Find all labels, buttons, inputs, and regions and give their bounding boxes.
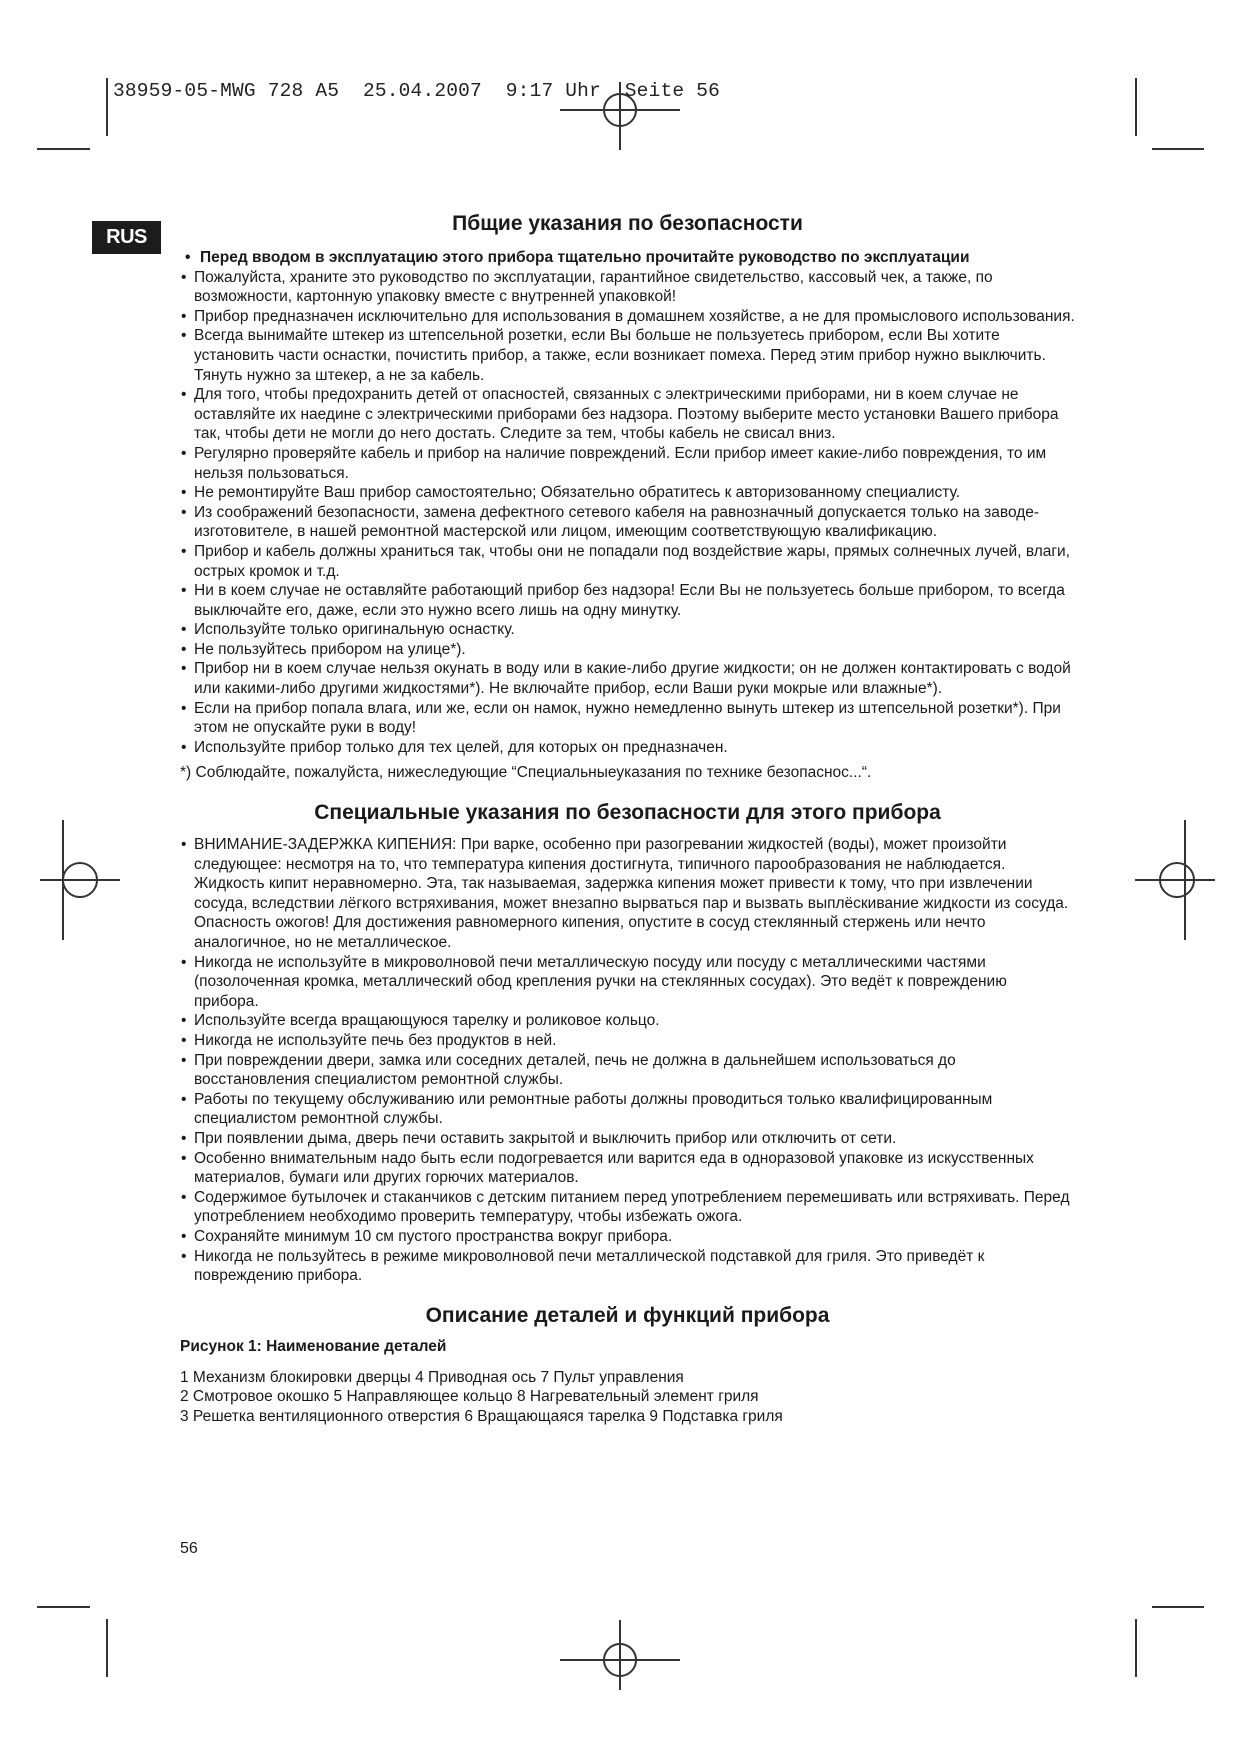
section-title-general-safety: Пбщие указания по безопасности	[452, 212, 803, 235]
parts-line-1: 1 Механизм блокировки дверцы 4 Приводная ось 7 Пульт управления	[180, 1368, 684, 1386]
special-safety-list	[180, 835, 1075, 1286]
registration-mark-bottom-icon	[560, 1620, 680, 1700]
footnote: *) Соблюдайте, пожалуйста, нижеследующие “Специальныеуказания по технике безопаснос...“.	[180, 764, 872, 782]
crop-mark-top-left-horizontal	[37, 148, 90, 150]
parts-line-3: 3 Решетка вентиляционного отверстия 6 Вращающаяся тарелка 9 Подставка гриля	[180, 1407, 783, 1425]
list-item: • Особенно внимательным надо быть если подогревается или варится еда в одноразовой упаковке из искусственных материалов, бумаги или других горючих материалов.	[180, 1149, 1075, 1188]
crop-mark-bottom-left-vertical	[106, 1619, 108, 1677]
list-item: • Не ремонтируйте Ваш прибор самостоятельно; Обязательно обратитесь к авторизованному специалисту.	[180, 483, 1075, 503]
general-safety-list	[180, 248, 1075, 757]
section-title-special-safety: Специальные указания по безопасности для этого прибора	[314, 801, 941, 825]
section-title-parts-description: Описание деталей и функций прибора	[425, 1303, 830, 1327]
page-number: 56	[180, 1540, 198, 1557]
list-item: • Используйте только оригинальную оснастку.	[180, 620, 1075, 640]
list-item: • Работы по текущему обслуживанию или ремонтные работы должны проводиться только квалифицированным специалистом ремонтной службы.	[180, 1090, 1075, 1129]
list-item: • Если на прибор попала влага, или же, если он намок, нужно немедленно вынуть штекер из штепсельной розетки*). При этом не опускайте руки в воду!	[180, 699, 1075, 738]
list-item: • Ни в коем случае не оставляйте работающий прибор без надзора! Если Вы не пользуетесь больше прибором, то всегда выключайте его, даже, если это нужно всего лишь на одну минутку.	[180, 581, 1075, 620]
list-item: • При повреждении двери, замка или соседних деталей, печь не должна в дальнейшем использоваться до восстановления специалистом ремонтной службы.	[180, 1051, 1075, 1090]
parts-line-2: 2 Смотровое окошко 5 Направляющее кольцо 8 Нагревательный элемент гриля	[180, 1388, 759, 1406]
list-item: • Для того, чтобы предохранить детей от опасностей, связанных с электрическими приборами, ни в коем случае не оставляйте их наедине с электрическими приборами без надзора. Поэтому выберите место установки Вашего прибора так, чтобы дети не могли до него достать. Следите за тем, чтобы кабель не свисал вниз.	[180, 385, 1075, 444]
list-item: • Пожалуйста, храните это руководство по эксплуатации, гарантийное свидетельство, кассовый чек, а также, по возможности, картонную упаковку вместе с внутренней упаковкой!	[180, 268, 1075, 307]
registration-mark-left-icon	[40, 820, 120, 940]
list-item: • При появлении дыма, дверь печи оставить закрытой и выключить прибор или отключить от сети.	[180, 1129, 1075, 1149]
page-content	[180, 212, 1075, 1426]
crop-mark-bottom-right-vertical	[1135, 1619, 1137, 1677]
list-item: • Прибор ни в коем случае нельзя окунать в воду или в какие-либо другие жидкости; он не должен контактировать с водой или какими-либо другими жидкостями*). Не включайте прибор, если Ваши руки мокрые или влажные*).	[180, 659, 1075, 698]
list-item: • Сохраняйте минимум 10 см пустого пространства вокруг прибора.	[180, 1227, 1075, 1247]
crop-mark-top-right-vertical	[1135, 78, 1137, 136]
print-header-line: 38959-05-MWG 728 A5 25.04.2007 9:17 Uhr Seite 56	[113, 80, 720, 102]
list-item: • Никогда не используйте в микроволновой печи металлическую посуду или посуду с металлическими частями (позолоченная кромка, металлический обод крепления ручки на стеклянных сосудах). Это ведёт к повреждению прибора.	[180, 953, 1075, 1012]
list-item: • Прибор и кабель должны храниться так, чтобы они не попадали под воздействие жары, прямых солнечных лучей, влаги, острых кромок и т.д.	[180, 542, 1075, 581]
list-item: • Содержимое бутылочек и стаканчиков с детским питанием перед употреблением перемешивать или встряхивать. Перед употреблением необходимо проверить температуру, чтобы избежать ожога.	[180, 1188, 1075, 1227]
list-item: • ВНИМАНИЕ-ЗАДЕРЖКА КИПЕНИЯ: При варке, особенно при разогревании жидкостей (воды), может произойти следующее: несмотря на то, что температура кипения достигнута, типичного парообразования не наблюдается. Жидкость кипит неравномерно. Эта, так называемая, задержка кипения может привести к тому, что при извлечении сосуда, вследствии лёгкого встряхивания, может внезапно вырваться пар и вызвать выплёскивание жидкости из сосуда. Опасность ожогов! Для достижения равномерного кипения, опустите в сосуд стеклянный стержень или нечто аналогичное, но не металлическое.	[180, 835, 1075, 953]
list-item-intro: • Перед вводом в эксплуатацию этого прибора тщательно прочитайте руководство по эксплуатации	[180, 248, 1075, 268]
list-item: • Из соображений безопасности, замена дефектного сетевого кабеля на равнозначный допускается только на заводе-изготовителе, в нашей ремонтной мастерской или лицом, имеющим соответствующую квалификацию.	[180, 503, 1075, 542]
list-item: • Никогда не используйте печь без продуктов в ней.	[180, 1031, 1075, 1051]
list-item: • Регулярно проверяйте кабель и прибор на наличие повреждений. Если прибор имеет какие-либо повреждения, то им нельзя пользоваться.	[180, 444, 1075, 483]
list-item: • Используйте прибор только для тех целей, для которых он предназначен.	[180, 738, 1075, 758]
list-item: • Никогда не пользуйтесь в режиме микроволновой печи металлической подставкой для гриля. Это приведёт к повреждению прибора.	[180, 1247, 1075, 1286]
crop-mark-top-left-vertical	[106, 78, 108, 136]
list-item: • Не пользуйтесь прибором на улице*).	[180, 640, 1075, 660]
list-item: • Используйте всегда вращающуюся тарелку и роликовое кольцо.	[180, 1011, 1075, 1031]
figure-title: Рисунок 1: Наименование деталей	[180, 1337, 447, 1355]
list-item: • Всегда вынимайте штекер из штепсельной розетки, если Вы больше не пользуетесь прибором, если Вы хотите установить части оснастки, почистить прибор, а также, если возникает помеха. Перед этим прибор нужно выключить. Тянуть нужно за штекер, а не за кабель.	[180, 326, 1075, 385]
registration-mark-right-icon	[1135, 820, 1215, 940]
crop-mark-top-right-horizontal	[1152, 148, 1204, 150]
list-item: • Прибор предназначен исключительно для использования в домашнем хозяйстве, а не для промыслового использования.	[180, 307, 1075, 327]
language-tab: RUS	[92, 221, 161, 254]
crop-mark-bottom-left-horizontal	[37, 1606, 90, 1608]
crop-mark-bottom-right-horizontal	[1152, 1606, 1204, 1608]
